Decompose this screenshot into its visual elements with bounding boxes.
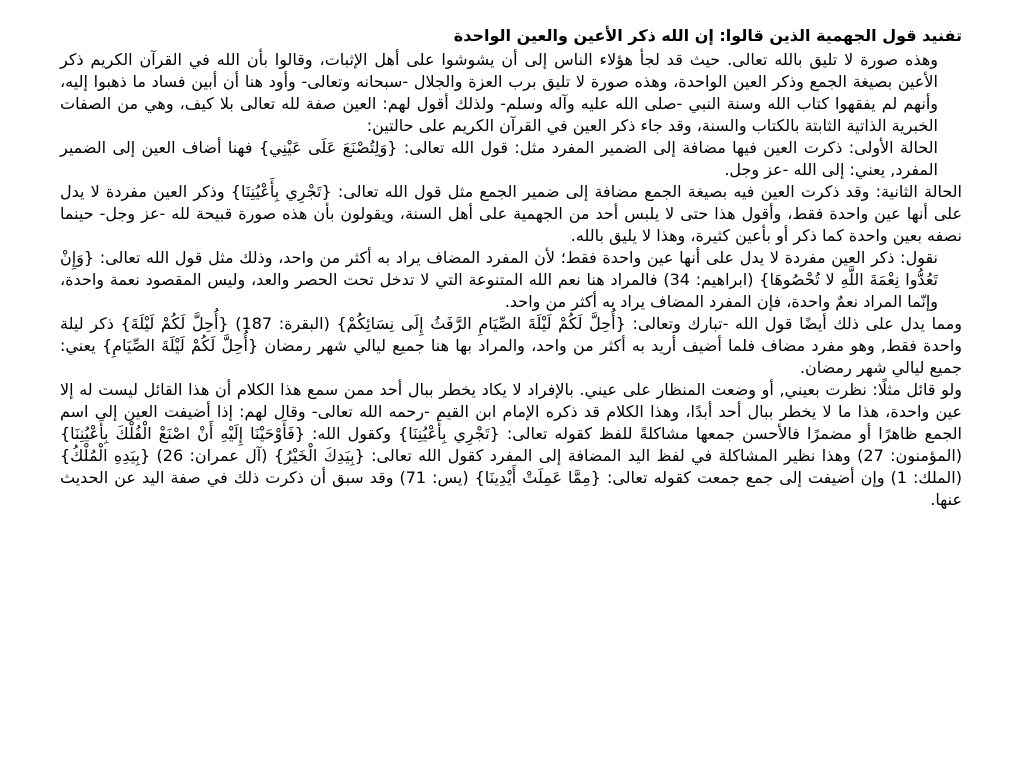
paragraph-second-case: الحالة الثانية: وقد ذكرت العين فيه بصيغة الجمع مضافة إلى ضمير الجمع مثل قول الله تعالى: {تَجْرِي بِأَعْيُنِنَا} وذكر العين مفردة لا يدل على أنها عين واحدة فقط، وأقول هذا حتى لا يلبس أحد من الجهمية على أهل السنة، ويقولون بأن هذه صورة قبيحة لله -عز وجل- حينما نصفه بعين واحدة كما ذكر أو بأعين كثيرة، وهذا لا يليق بالله. <box>60 182 962 245</box>
paragraph-singular-noun: نقول: ذكر العين مفردة لا يدل على أنها عين واحدة فقط؛ لأن المفرد المضاف يراد به أكثر من واحد، وذلك مثل قول الله تعالى: {وَإِنْ تَعُدُّوا نِعْمَةَ اللَّهِ لا تُحْصُوهَا} (ابراهيم: 34) فالمراد هنا نعم الله المتنوعة التي لا تدخل تحت الحصر والعد، وليس المقصود نعمة واحدة، وإنّما المراد نعمٌ واحدة، فإن المفرد المضاف يراد به أكثر من واحد. <box>60 248 938 311</box>
paragraph-intro: وهذه صورة لا تليق بالله تعالى. حيث قد لجأ هؤلاء الناس إلى أن يشوشوا على أهل الإثبات، وقالوا بأن الله في القرآن الكريم ذكر الأعين بصيغة الجمع وذكر العين الواحدة، وهذه صورة لا تليق برب العزة والجلال -سبحانه وتعالى- وأود هنا أن أبين فساد ما ذهبوا إليه، وأنهم لم يفقهوا كتاب الله وسنة النبي -صلى الله عليه وآله وسلم- ولذلك أقول لهم: العين صفة لله تعالى بلا كيف، وهي من الصفات الخبرية الذاتية الثابتة بالكتاب والسنة، وقد جاء ذكر العين في القرآن الكريم على حالتين: <box>60 50 938 135</box>
paragraph-first-case: الحالة الأولى: ذكرت العين فيها مضافة إلى الضمير المفرد مثل: قول الله تعالى: {وَلِتُصْنَعَ عَلَى عَيْنِي} فهنا أضاف العين إلى الضمير المفرد, يعني: إلى الله -عز وجل. <box>60 138 938 179</box>
paragraph-example: ولو قائل مثلًا: نظرت بعيني, أو وضعت المنظار على عيني. بالإفراد لا يكاد يخطر ببال أحد ممن سمع هذا الكلام أن هذا القائل ليست له إلا عين واحدة، هذا ما لا يخطر ببال أحد أبدًا، وهذا الكلام قد ذكره الإمام ابن القيم -رحمه الله تعالى- وقال لهم: إذا أضيفت العين إلى اسم الجمع ظاهرًا أو مضمرًا فالأحسن جمعها مشاكلةً للفظ كقوله تعالى: {تَجْرِي بِأَعْيُنِنَا} وكقول الله: {فَأَوْحَيْنَا إِلَيْهِ أَنْ اصْنَعْ الْفُلْكَ بِأَعْيُنِنَا} (المؤمنون: 27) وهذا نظير المشاكلة في لفظ اليد المضافة إلى المفرد كقول الله تعالى: {بِيَدِكَ الْخَيْرُ} (آل عمران: 26) {بِيَدِهِ الْمُلْكُ} (الملك: 1) وإن أضيفت إلى جمع جمعت كقوله تعالى: {مِمَّا عَمِلَتْ أَيْدِينَا} (يس: 71) وقد سبق أن ذكرت ذلك في صفة اليد عن الحديث عنها. <box>60 380 963 509</box>
paragraph-evidence: ومما يدل على ذلك أيضًا قول الله -تبارك وتعالى: {أُحِلَّ لَكُمْ لَيْلَةَ الصِّيَامِ الرَّفَثُ إِلَى نِسَائِكُمْ} (البقرة: 187) {أُحِلَّ لَكُمْ لَيْلَةَ} ذكر ليلة واحدة فقط, وهو مفرد مضاف فلما أضيف أريد به أكثر من واحد، والمراد بها هنا جميع ليالي شهر رمضان {أُحِلَّ لَكُمْ لَيْلَةَ الصِّيَامِ} يعني: جميع ليالي شهر رمضان. <box>60 314 963 377</box>
slide-title: تفنيد قول الجهمية الذين قالوا: إن الله ذكر الأعين والعين الواحدة <box>453 26 962 45</box>
